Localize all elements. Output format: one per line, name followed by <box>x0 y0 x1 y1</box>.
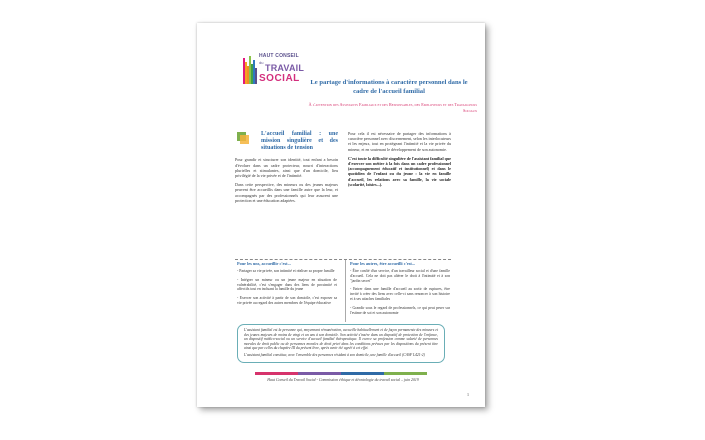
logo-bar <box>255 68 257 84</box>
band-right-list <box>350 269 450 319</box>
section-heading-text: L'accueil familial : une mission singulière et des situations de tension <box>261 131 338 151</box>
definition-box <box>237 324 445 363</box>
document-title: Le partage d'informations à caractère personnel dans le cadre de l'accueil familial <box>310 79 468 95</box>
logo-line-1: HAUT CONSEIL <box>259 53 299 59</box>
band-separator <box>345 260 346 322</box>
paragraph: Pour cela il est nécessaire de partager des informations à caractère personnel avec discernement, selon les interlocuteurs et les enjeux, tout en protégeant l'intimité et la vie privée du mineur, et en soutenant le développement de son autonomie. <box>348 131 451 152</box>
footer-rule <box>255 372 427 375</box>
document-page <box>197 23 485 407</box>
page-footer: Haut Conseil du Travail Social - Commission éthique et déontologie du travail social – juin 2019 <box>267 378 419 382</box>
paragraph-bold: C'est toute la difficulté singulière de l'assistant familial que d'exercer son métier à la fois dans un cadre professionnel (accompagnement éducatif et institutionnel) et dans le quotidien de l'enfant ou du jeune : la vie en famille d'accueil, les relations avec sa famille, la vie sociale (scolarité, loisirs...). <box>348 155 451 187</box>
logo-bars <box>243 56 257 84</box>
list-item: - Être confié d'un service, d'un travailleur social et d'une famille d'accueil. Cela ne doit pas altérer le droit à l'intimité et à son "jardin secret" <box>350 269 450 283</box>
paragraph: Pour grandir et structurer son identité, tout enfant a besoin d'évoluer dans un cadre protecteur, nourri d'interactions plurielles et stimulantes, ainsi que d'un domicile, lieu privilégié de la vie privée et de l'intimité. <box>235 157 338 178</box>
band-left-heading: Pour les uns, accueillir c'est... <box>237 261 291 266</box>
page-number: 1 <box>467 392 469 397</box>
logo-line-3: TRAVAIL <box>265 63 305 73</box>
list-item: - Grandir sous le regard de professionnels, ce qui peut peser sur l'estime de soi et son autonomie <box>350 305 450 315</box>
list-item: - Partager sa vie privée, son intimité et réaliser sa propre famille <box>237 269 335 273</box>
left-column <box>235 131 338 207</box>
right-column <box>348 131 451 191</box>
hcts-logo <box>243 53 303 99</box>
definition-text: L'assistant familial constitue, avec l'ensemble des personnes résidant à son domicile, une famille d'accueil (CASF L421-2) <box>244 352 425 357</box>
document-subtitle: À l'attention des Assistants Familiaux et des Responsables, des Employeurs et des Travailleurs Sociaux <box>308 102 477 113</box>
list-item: - Intégrer un mineur ou un jeune majeur en situation de vulnérabilité, c'est s'engager dans des liens de proximité et affectifs tout en incluant la famille du jeune <box>237 277 337 292</box>
list-item: - Entrer dans une famille d'accueil au sortir de ruptures, être invité à créer des liens avec celle-ci sans renoncer à son histoire et à ses attaches familiales <box>350 287 450 301</box>
band-right-heading: Pour les autres, être accueilli c'est... <box>350 261 416 266</box>
section-heading <box>235 131 338 151</box>
logo-line-4: SOCIAL <box>259 73 300 84</box>
list-item: - Exercer son activité à partir de son domicile, c'est exposer sa vie privée au regard des autres membres de l'équipe éducative <box>237 296 337 305</box>
paragraph: Dans cette perspective, des mineurs ou des jeunes majeurs peuvent être accueillis dans une famille autre que la leur, et accompagnés par des professionnels qui leur assurent une protection et une éducation adaptées. <box>235 182 338 203</box>
logo-line-2: du <box>259 60 264 65</box>
section-square-icon <box>237 132 246 141</box>
definition-text: L'assistant familial est la personne qui, moyennant rémunération, accueille habituellement et de façon permanente des mineurs et des jeunes majeurs de moins de vingt et un ans à son domicile. Son activité s'insère dans un dispositif de protection de l'enfance, un dispositif médico-social ou un service d'accueil familial thérapeutique. Il exerce sa profession comme salarié de personnes morales de droit public ou de personnes morales de droit privé dans les conditions prévues par les dispositions du présent titre ainsi que par celles du chapitre III du présent livre, après avoir été agréé à cet effet. <box>244 328 438 351</box>
band-divider <box>235 259 451 260</box>
band-left-list <box>237 269 337 310</box>
